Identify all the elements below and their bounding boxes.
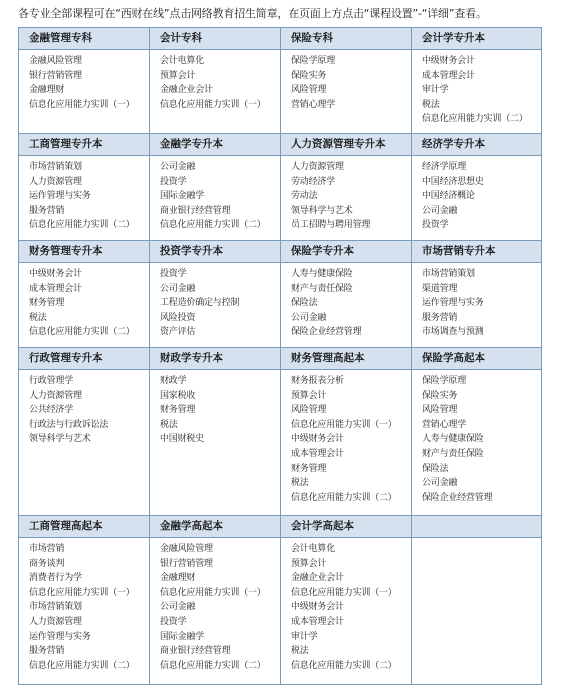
program-header-cell: [412, 516, 542, 538]
course-item: 公司金融: [291, 312, 327, 323]
course-item: 工程造价确定与控制: [160, 298, 240, 309]
course-item: 劳动法: [291, 191, 318, 202]
course-item: 信息化应用能力实训（二）: [29, 220, 135, 231]
program-title: 人力资源管理专升本: [281, 134, 411, 155]
course-item: 信息化应用能力实训（一）: [291, 419, 397, 430]
course-item: 投资学: [422, 220, 449, 231]
course-item: 公司金融: [422, 205, 458, 216]
course-item: 商业银行经营管理: [160, 205, 231, 216]
program-title: 金融管理专科: [19, 28, 149, 49]
program-courses-cell: [281, 263, 412, 348]
course-item: 金融风险管理: [29, 56, 82, 66]
course-list: [19, 538, 149, 677]
course-item: 信息化应用能力实训（二）: [291, 492, 397, 503]
course-list: [19, 370, 149, 451]
program-header-cell: [281, 28, 412, 50]
program-title: 财务管理高起本: [281, 348, 411, 369]
course-item: 银行营销管理: [160, 558, 213, 569]
course-list: [412, 50, 541, 131]
program-courses-row: [19, 50, 542, 134]
course-item: 服务营销: [29, 646, 65, 657]
course-item: 服务营销: [422, 312, 458, 323]
program-courses-cell: [150, 263, 281, 348]
course-item: 风险管理: [291, 85, 327, 96]
program-title: 投资学专升本: [150, 241, 280, 262]
course-item: 保险学原理: [291, 56, 336, 66]
program-courses-cell: [412, 370, 542, 516]
course-item: 税法: [160, 419, 178, 430]
course-item: 信息化应用能力实训（二）: [29, 660, 135, 671]
course-item: 信息化应用能力实训（一）: [160, 587, 266, 598]
course-item: 人寿与健康保险: [422, 434, 484, 445]
course-item: 中国财税史: [160, 434, 205, 445]
course-item: 人力资源管理: [291, 162, 344, 172]
course-item: 市场营销策划: [29, 602, 82, 613]
course-item: 税法: [29, 312, 47, 323]
course-item: 公司金融: [160, 283, 196, 294]
program-courses-cell: [412, 263, 542, 348]
program-header-cell: [150, 28, 281, 50]
course-item: 成本管理会计: [422, 70, 475, 81]
course-item: 会计电算化: [160, 56, 205, 66]
course-item: 信息化应用能力实训（一）: [160, 99, 266, 110]
course-item: 领导科学与艺术: [291, 205, 353, 216]
course-item: 财务管理: [160, 405, 196, 416]
course-item: 信息化应用能力实训（一）: [291, 587, 397, 598]
course-item: 行政管理学: [29, 376, 74, 386]
course-item: 金融理财: [160, 573, 196, 584]
course-item: 营销心理学: [422, 419, 467, 430]
course-item: 会计电算化: [291, 544, 336, 554]
course-item: 保险法: [291, 298, 318, 309]
program-courses-cell: [19, 156, 150, 241]
program-courses-cell: [412, 50, 542, 134]
course-item: 中级财务会计: [422, 56, 475, 66]
program-courses-cell: [281, 538, 412, 685]
course-item: 成本管理会计: [29, 283, 82, 294]
course-item: 成本管理会计: [291, 448, 344, 459]
course-item: 财产与责任保险: [291, 283, 353, 294]
course-item: 税法: [291, 478, 309, 489]
course-item: 税法: [422, 99, 440, 110]
course-item: 保险法: [422, 463, 449, 474]
course-item: 风险管理: [422, 405, 458, 416]
course-item: 信息化应用能力实训（二）: [29, 327, 135, 338]
course-item: 中级财务会计: [291, 602, 344, 613]
program-header-row: [19, 516, 542, 538]
program-courses-cell: [281, 370, 412, 516]
program-courses-cell: [19, 263, 150, 348]
course-item: 资产评估: [160, 327, 196, 338]
program-header-cell: [281, 516, 412, 538]
course-list: [150, 263, 280, 344]
course-list: [19, 263, 149, 344]
course-item: 保险学原理: [422, 376, 467, 386]
program-header-cell: [150, 241, 281, 263]
course-item: 金融风险管理: [160, 544, 213, 554]
course-item: 运作管理与实务: [29, 191, 91, 202]
program-header-cell: [412, 28, 542, 50]
course-item: 国际金融学: [160, 191, 205, 202]
course-item: 金融理财: [29, 85, 65, 96]
course-table: [18, 27, 542, 685]
course-item: 国际金融学: [160, 631, 205, 642]
course-item: 中国经济思想史: [422, 176, 484, 187]
course-item: 金融企业会计: [291, 573, 344, 584]
course-item: 运作管理与实务: [29, 631, 91, 642]
program-header-cell: [19, 28, 150, 50]
course-item: 商务谈判: [29, 558, 65, 569]
course-item: 保险企业经营管理: [422, 492, 493, 503]
course-item: 国家税收: [160, 390, 196, 401]
course-item: 银行营销管理: [29, 70, 82, 81]
program-courses-cell: [19, 370, 150, 516]
program-courses-cell: [412, 538, 542, 685]
program-title: 行政管理专升本: [19, 348, 149, 369]
course-item: 审计学: [422, 85, 449, 96]
program-courses-row: [19, 538, 542, 685]
course-item: 劳动经济学: [291, 176, 336, 187]
program-header-cell: [19, 516, 150, 538]
course-item: 保险企业经营管理: [291, 327, 362, 338]
course-list: [412, 370, 541, 509]
program-title: 保险学高起本: [412, 348, 541, 369]
course-item: 行政法与行政诉讼法: [29, 419, 109, 430]
course-item: 商业银行经营管理: [160, 646, 231, 657]
course-item: 中国经济概论: [422, 191, 475, 202]
course-list: [412, 156, 541, 237]
course-item: 信息化应用能力实训（二）: [422, 114, 528, 125]
program-courses-cell: [412, 156, 542, 241]
program-courses-row: [19, 370, 542, 516]
course-item: 市场营销策划: [422, 269, 475, 279]
course-item: 中级财务会计: [29, 269, 82, 279]
course-item: 市场营销: [29, 544, 65, 554]
course-item: 领导科学与艺术: [29, 434, 91, 445]
program-title: 会计学专升本: [412, 28, 541, 49]
program-header-cell: [412, 134, 542, 156]
program-title: 财务管理专升本: [19, 241, 149, 262]
program-title: 工商管理专升本: [19, 134, 149, 155]
course-item: 公司金融: [160, 602, 196, 613]
course-item: 公司金融: [160, 162, 196, 172]
program-title: 市场营销专升本: [412, 241, 541, 262]
course-item: 信息化应用能力实训（一）: [29, 587, 135, 598]
course-item: 财政学: [160, 376, 187, 386]
course-item: 财务报表分析: [291, 376, 344, 386]
program-header-row: [19, 134, 542, 156]
course-item: 营销心理学: [291, 99, 336, 110]
course-item: 投资学: [160, 616, 187, 627]
program-title: 保险专科: [281, 28, 411, 49]
course-list: [412, 263, 541, 344]
course-list: [281, 156, 411, 237]
course-list: [281, 538, 411, 677]
program-courses-row: [19, 263, 542, 348]
course-item: 金融企业会计: [160, 85, 213, 96]
course-item: 公司金融: [422, 478, 458, 489]
course-item: 公共经济学: [29, 405, 74, 416]
course-item: 保险实务: [422, 390, 458, 401]
program-title: 金融学专升本: [150, 134, 280, 155]
course-list: [150, 538, 280, 677]
program-courses-cell: [281, 156, 412, 241]
course-list: [281, 370, 411, 509]
course-item: 信息化应用能力实训（一）: [29, 99, 135, 110]
course-item: 中级财务会计: [291, 434, 344, 445]
program-title: 财政学专升本: [150, 348, 280, 369]
program-courses-cell: [19, 538, 150, 685]
course-item: 风险投资: [160, 312, 196, 323]
course-item: 保险实务: [291, 70, 327, 81]
program-header-row: [19, 348, 542, 370]
course-list: [281, 50, 411, 116]
course-item: 人寿与健康保险: [291, 269, 353, 279]
program-courses-row: [19, 156, 542, 241]
program-courses-cell: [150, 50, 281, 134]
course-list: [281, 263, 411, 344]
program-courses-cell: [150, 370, 281, 516]
course-item: 投资学: [160, 176, 187, 187]
course-list: [150, 156, 280, 237]
course-list: [412, 538, 541, 546]
program-courses-cell: [19, 50, 150, 134]
program-header-cell: [19, 134, 150, 156]
course-list: [19, 50, 149, 116]
program-header-cell: [281, 348, 412, 370]
course-item: 风险管理: [291, 405, 327, 416]
course-item: 成本管理会计: [291, 616, 344, 627]
course-item: 财务管理: [291, 463, 327, 474]
intro-text: 各专业全部课程可在“西财在线”点击网络教育招生简章，在页面上方点击“课程设置”-“详细”查看。: [18, 7, 487, 20]
course-item: 预算会计: [160, 70, 196, 81]
program-header-row: [19, 28, 542, 50]
program-title: 工商管理高起本: [19, 516, 149, 537]
course-item: 投资学: [160, 269, 187, 279]
program-header-cell: [150, 516, 281, 538]
course-item: 市场营销策划: [29, 162, 82, 172]
program-courses-cell: [150, 538, 281, 685]
program-header-cell: [19, 348, 150, 370]
course-item: 预算会计: [291, 558, 327, 569]
program-header-cell: [150, 134, 281, 156]
program-header-cell: [150, 348, 281, 370]
program-header-cell: [281, 241, 412, 263]
course-list: [150, 370, 280, 451]
program-title: [412, 516, 541, 537]
program-title: 经济学专升本: [412, 134, 541, 155]
course-item: 消费者行为学: [29, 573, 82, 584]
course-item: 经济学原理: [422, 162, 467, 172]
program-title: 保险学专升本: [281, 241, 411, 262]
course-item: 运作管理与实务: [422, 298, 484, 309]
course-item: 税法: [291, 646, 309, 657]
course-item: 财务管理: [29, 298, 65, 309]
program-title: 会计专科: [150, 28, 280, 49]
course-item: 信息化应用能力实训（二）: [160, 660, 266, 671]
program-header-cell: [412, 348, 542, 370]
program-header-row: [19, 241, 542, 263]
program-header-cell: [281, 134, 412, 156]
course-item: 人力资源管理: [29, 176, 82, 187]
course-item: 人力资源管理: [29, 390, 82, 401]
course-item: 信息化应用能力实训（二）: [160, 220, 266, 231]
course-item: 服务营销: [29, 205, 65, 216]
program-courses-cell: [150, 156, 281, 241]
program-title: 金融学高起本: [150, 516, 280, 537]
program-header-cell: [19, 241, 150, 263]
course-item: 财产与责任保险: [422, 448, 484, 459]
course-list: [19, 156, 149, 237]
program-title: 会计学高起本: [281, 516, 411, 537]
course-item: 人力资源管理: [29, 616, 82, 627]
course-list: [150, 50, 280, 116]
course-item: 预算会计: [291, 390, 327, 401]
course-item: 信息化应用能力实训（二）: [291, 660, 397, 671]
course-item: 渠道管理: [422, 283, 458, 294]
course-item: 市场调查与预测: [422, 327, 484, 338]
course-item: 员工招聘与聘用管理: [291, 220, 371, 231]
course-item: 审计学: [291, 631, 318, 642]
program-header-cell: [412, 241, 542, 263]
program-courses-cell: [281, 50, 412, 134]
